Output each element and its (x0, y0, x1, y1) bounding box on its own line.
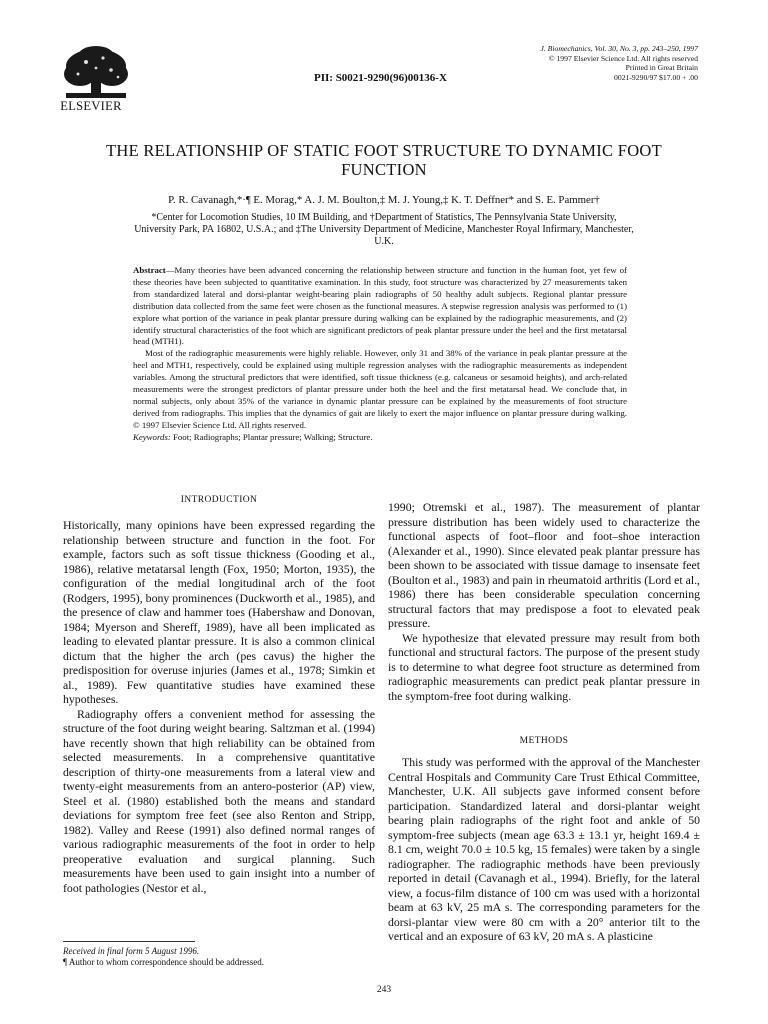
copyright-line: © 1997 Elsevier Science Ltd. All rights reserved (548, 53, 698, 63)
methods-column (388, 755, 700, 944)
intro-paragraph-3: 1990; Otremski et al., 1987). The measurement of plantar pressure distribution has been widely used to characterize the functional aspects of foot–floor and foot–shoe interaction (Alexander et al., 1990). Since elevated peak plantar pressure has been shown to be associated with tissue damage to insensate feet (Boulton et al., 1983) and pain in rheumatoid arthritis (Lord et al., 1986) there has been considerable speculation concerning structural factors that may predispose a foot to elevated peak pressure. (388, 500, 700, 630)
abstract (133, 265, 627, 444)
journal-citation: J. Biomechanics, Vol. 30, No. 3, pp. 243–250, 1997 (540, 44, 698, 53)
author-list: P. R. Cavanagh,*·¶ E. Morag,* A. J. M. Boulton,‡ M. J. Young,‡ K. T. Deffner* and S. E. Pammer† (168, 194, 600, 206)
abstract-label: Abstract (133, 265, 166, 275)
publisher-name: ELSEVIER (60, 99, 122, 113)
abstract-paragraph-2: Most of the radiographic measurements were highly reliable. However, only 31 and 38% of the variance in peak plantar pressure at the heel and MTH1, respectively, could be explained using multiple regression analyses with the radiographic measurements as independent variables. Among the structural predictors that were identified, soft tissue thickness (e.g. calcaneus or sesamoid heights), and arch-related measurements were the strongest predictors of plantar pressure under both the heel and the first metatarsal head. We conclude that, in normal subjects, only about 35% of the variance in dynamic plantar pressure can be explained by the measurements of foot structure derived from radiographs. This implies that the dynamics of gait are likely to exert the major influence on plantar pressure during walking. © 1997 Elsevier Science Ltd. All rights reserved. (133, 348, 627, 430)
printed-in: Printed in Great Britain (625, 63, 698, 73)
article-title: THE RELATIONSHIP OF STATIC FOOT STRUCTURE TO DYNAMIC FOOT FUNCTION (105, 141, 663, 179)
page-number: 243 (376, 985, 392, 995)
affiliations: *Center for Locomotion Studies, 10 IM Building, and †Department of Statistics, The Pennsylvania State University, University Park, PA 16802, U.S.A.; and ‡The University Department of Medicine, Manchester Royal Infirmary, Manchester, U.K. (134, 212, 634, 247)
correspondence-note: ¶ Author to whom correspondence should be addressed. (63, 957, 265, 967)
intro-paragraph-1: Historically, many opinions have been expressed regarding the relationship between structure and function in the foot. For example, factors such as soft tissue thickness (Gooding et al., 1986), relative metatarsal length (Fox, 1950; Morton, 1935), the configuration of the medial longitudinal arch of the foot (Rodgers, 1995), bony prominences (Duckworth et al., 1985), and the presence of claw and hammer toes (Habershaw and Donovan, 1984; Myerson and Shereff, 1989), have all been implicated as leading to elevated plantar pressure. It is also a common clinical dictum that the higher the arch (pes cavus) the higher the predisposition for overuse injuries (James et al., 1978; Simkin et al., 1989). Few quantitative studies have examined these hypotheses. (63, 518, 375, 706)
section-heading-methods: METHODS (519, 736, 569, 746)
intro-paragraph-2: Radiography offers a convenient method for assessing the structure of the foot during weight bearing. Saltzman et al. (1994) have recently shown that high reliability can be obtained from selected measurements. In a comprehensive quantitative description of thirty-one measurements from a lateral view and twenty-eight measurements from an antero-posterior (AP) view, Steel et al. (1980) established both the means and standard deviations for symptom free feet (see also Renton and Stripp, 1982). Valley and Reese (1991) also defined normal ranges of various radiographic measurements of the foot in order to help preoperative evaluation and surgical planning. Such measurements have been used to gain insight into a number of foot pathologies (Nestor et al., (63, 706, 375, 895)
abstract-paragraph-1: —Many theories have been advanced concerning the relationship between structure and function in the human foot, yet few of these theories have been subjected to quantitative examination. In this study, foot structure was characterized by 27 measurements taken from standardized lateral and dorsi-plantar weight-bearing plain radiographs of 50 healthy adult subjects. Regional plantar pressure distribution data collected from the same feet were chosen as the functional measures. A stepwise regression analysis was performed to (1) explore what portion of the variance in peak plantar pressure during walking can be explained by the radiographic measurements, and (2) identify structural characteristics of the foot which are significant predictors of peak plantar pressure under the heel and the first metatarsal head (MTH1). (133, 265, 627, 347)
footnote-rule (63, 941, 195, 942)
footnotes (63, 946, 375, 968)
keywords: Foot; Radiographs; Plantar pressure; Walking; Structure. (173, 431, 373, 442)
left-column (63, 518, 375, 895)
keywords-label: Keywords: (133, 431, 171, 442)
journal-info (478, 44, 698, 82)
section-heading-introduction: INTRODUCTION (180, 495, 258, 505)
issn-price: 0021-9290/97 $17.00 + .00 (614, 72, 698, 82)
intro-paragraph-4: We hypothesize that elevated pressure may result from both functional and structural factors. The purpose of the present study is to determine to what degree foot structure as determined from radiographic measurements can predict peak plantar pressure in the symptom-free foot during walking. (388, 630, 700, 703)
methods-paragraph-1: This study was performed with the approval of the Manchester Central Hospitals and Community Care Trust Ethical Committee, Manchester, U.K. All subjects gave informed consent before participation. Standardized lateral and dorsi-plantar weight bearing plain radiographs of the right foot and ankle of 50 symptom-free subjects (mean age 63.3 ± 13.1 yr, height 169.4 ± 8.1 cm, weight 70.0 ± 10.5 kg, 15 females) were taken by a single radiographer. The radiographic methods have been previously reported in detail (Cavanagh et al., 1994). Briefly, for the lateral view, a focus-film distance of 100 cm was used with a horizontal beam at 63 kV, 25 mA s. The corresponding parameters for the dorsi-plantar view were 80 cm with a 20° anterior tilt to the vertical and an exposure of 63 kV, 20 mA s. A plasticine (388, 755, 700, 943)
right-column (388, 500, 700, 703)
pii-code: PII: S0021-9290(96)00136-X (314, 72, 447, 84)
received-date: Received in final form 5 August 1996. (63, 946, 200, 956)
